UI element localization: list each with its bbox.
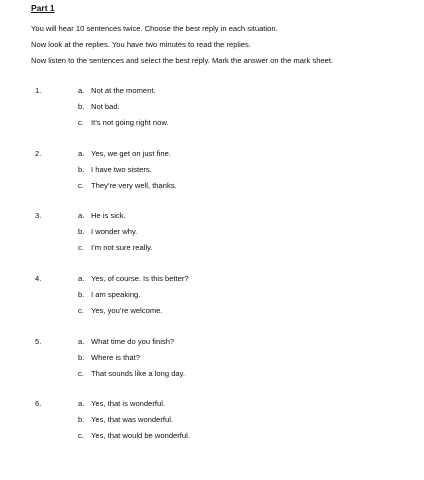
instruction-line-1: You will hear 10 sentences twice. Choose the best reply in each situation. bbox=[31, 24, 278, 33]
option-letter: c. bbox=[78, 431, 84, 440]
question-number: 3. bbox=[35, 211, 42, 220]
question-number: 2. bbox=[35, 149, 42, 158]
question-number: 1. bbox=[35, 86, 42, 95]
option-b[interactable] bbox=[78, 102, 120, 111]
option-letter: c. bbox=[78, 243, 84, 252]
option-letter: b. bbox=[78, 227, 85, 236]
option-text: I am speaking. bbox=[91, 290, 141, 299]
option-letter: b. bbox=[78, 415, 85, 424]
option-letter: b. bbox=[78, 353, 85, 362]
option-b[interactable] bbox=[78, 165, 152, 174]
option-a[interactable] bbox=[78, 211, 126, 220]
option-letter: c. bbox=[78, 181, 84, 190]
option-c[interactable] bbox=[78, 243, 152, 252]
question-number: 5. bbox=[35, 337, 42, 346]
option-c[interactable] bbox=[78, 118, 169, 127]
option-a[interactable] bbox=[78, 399, 165, 408]
option-letter: a. bbox=[78, 86, 85, 95]
page-title: Part 1 bbox=[31, 3, 55, 13]
option-a[interactable] bbox=[78, 337, 174, 346]
option-a[interactable] bbox=[78, 274, 189, 283]
option-text: I have two sisters. bbox=[91, 165, 152, 174]
option-text: Yes, you’re welcome. bbox=[91, 306, 163, 315]
option-c[interactable] bbox=[78, 181, 177, 190]
option-letter: a. bbox=[78, 337, 85, 346]
option-text: That sounds like a long day. bbox=[91, 369, 185, 378]
instruction-line-3: Now listen to the sentences and select the best reply. Mark the answer on the mark sheet. bbox=[31, 56, 334, 65]
option-letter: a. bbox=[78, 274, 85, 283]
option-letter: b. bbox=[78, 290, 85, 299]
option-letter: c. bbox=[78, 369, 84, 378]
option-text: Not bad. bbox=[91, 102, 120, 111]
option-text: Where is that? bbox=[91, 353, 140, 362]
option-text: I’m not sure really. bbox=[91, 243, 153, 252]
question-number: 6. bbox=[35, 399, 42, 408]
option-letter: a. bbox=[78, 211, 85, 220]
option-text: Not at the moment. bbox=[91, 86, 156, 95]
option-text: He is sick. bbox=[91, 211, 126, 220]
option-text: Yes, that was wonderful. bbox=[91, 415, 174, 424]
option-letter: b. bbox=[78, 102, 85, 111]
option-c[interactable] bbox=[78, 431, 190, 440]
option-c[interactable] bbox=[78, 369, 185, 378]
option-letter: c. bbox=[78, 306, 84, 315]
option-text: Yes, of course. Is this better? bbox=[91, 274, 189, 283]
option-a[interactable] bbox=[78, 149, 171, 158]
option-text: Yes, we get on just fine. bbox=[91, 149, 171, 158]
option-b[interactable] bbox=[78, 415, 173, 424]
option-text: I wonder why. bbox=[91, 227, 138, 236]
option-a[interactable] bbox=[78, 86, 156, 95]
option-letter: a. bbox=[78, 399, 85, 408]
option-b[interactable] bbox=[78, 227, 137, 236]
option-text: What time do you finish? bbox=[91, 337, 175, 346]
instruction-line-2: Now look at the replies. You have two minutes to read the replies. bbox=[31, 40, 251, 49]
option-text: Yes, that is wonderful. bbox=[91, 399, 166, 408]
option-text: Yes, that would be wonderful. bbox=[91, 431, 190, 440]
question-number: 4. bbox=[35, 274, 42, 283]
option-text: It’s not going right now. bbox=[91, 118, 169, 127]
option-b[interactable] bbox=[78, 290, 140, 299]
option-c[interactable] bbox=[78, 306, 162, 315]
option-text: They’re very well, thanks. bbox=[91, 181, 177, 190]
option-b[interactable] bbox=[78, 353, 140, 362]
option-letter: c. bbox=[78, 118, 84, 127]
option-letter: b. bbox=[78, 165, 85, 174]
option-letter: a. bbox=[78, 149, 85, 158]
